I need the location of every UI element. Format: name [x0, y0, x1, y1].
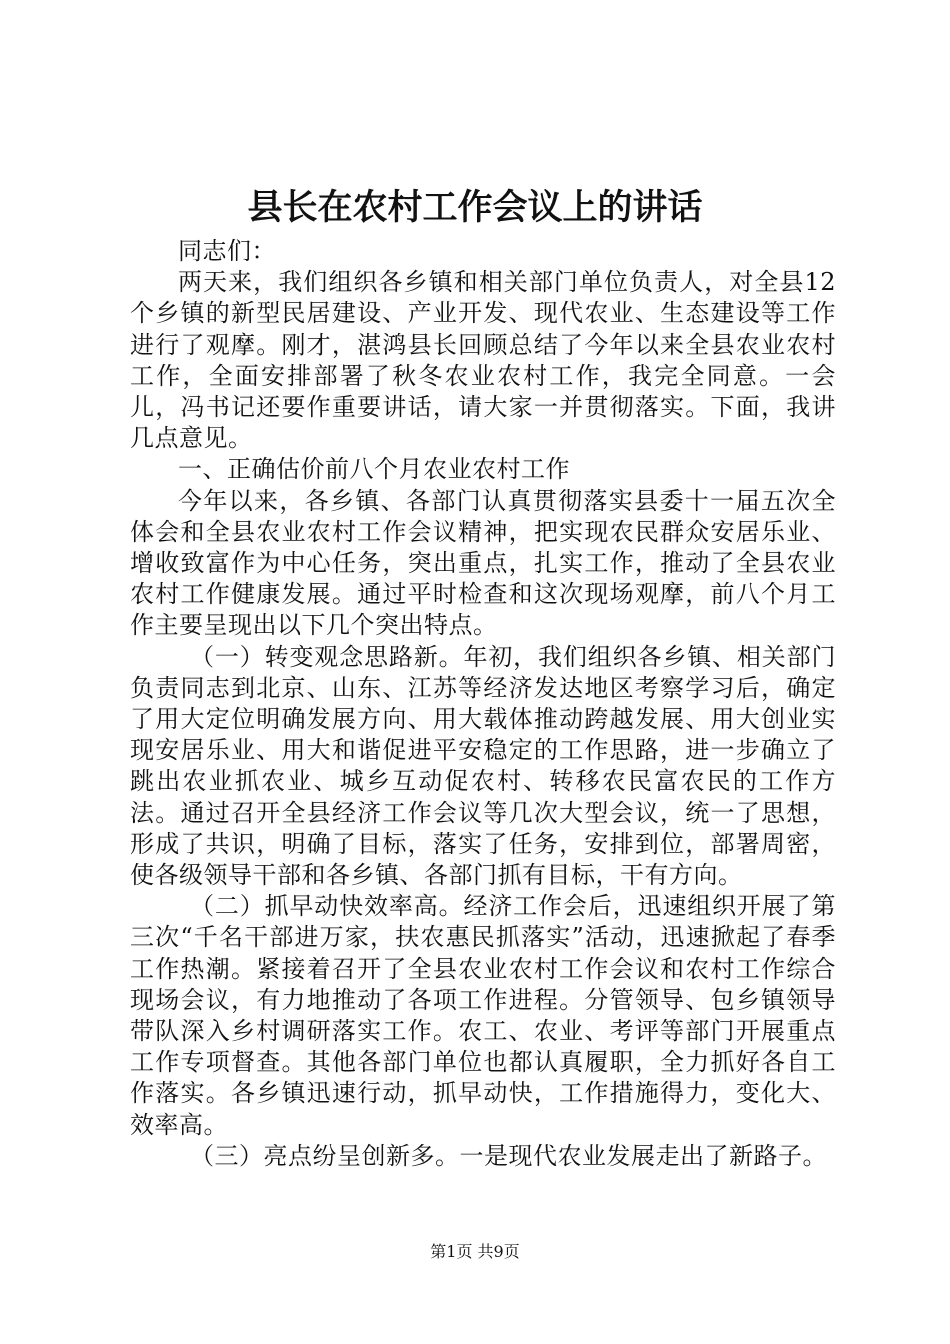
salutation-paragraph: 同志们：	[178, 237, 276, 265]
intro-paragraph: 两天来，我们组织各乡镇和相关部门单位负责人，对全县12个乡镇的新型民居建设、产业开发、现代农业、生态建设等工作进行了观摩。刚才，湛鸿县长回顾总结了今年以来全县农业农村工作，全面安排部署了秋冬农业农村工作，我完全同意。一会儿，冯书记还要作重要讲话，请大家一并贯彻落实。下面，我讲几点意见。	[130, 268, 836, 453]
body-paragraph: （二）抓早动快效率高。经济工作会后，迅速组织开展了第三次“千名干部进万家，扶农惠民抓落实”活动，迅速掀起了春季工作热潮。紧接着召开了全县农业农村工作会议和农村工作综合现场会议，有力地推动了各项工作进程。分管领导、包乡镇领导带队深入乡村调研落实工作。农工、农业、考评等部门开展重点工作专项督查。其他各部门单位也都认真履职，全力抓好各自工作落实。各乡镇迅速行动，抓早动快，工作措施得力，变化大、效率高。	[130, 892, 836, 1139]
document-title: 县长在农村工作会议上的讲话	[247, 187, 703, 228]
document-body	[130, 236, 836, 1172]
section-heading: 一、正确估价前八个月农业农村工作	[178, 455, 570, 484]
body-paragraph: 今年以来，各乡镇、各部门认真贯彻落实县委十一届五次全体会和全县农业农村工作会议精神，把实现农民群众安居乐业、增收致富作为中心任务，突出重点，扎实工作，推动了全县农业农村工作健康发展。通过平时检查和这次现场观摩，前八个月工作主要呈现出以下几个突出特点。	[130, 486, 836, 640]
page-number-footer: 第1页 共9页	[430, 1242, 520, 1261]
body-paragraph: （一）转变观念思路新。年初，我们组织各乡镇、相关部门负责同志到北京、山东、江苏等经济发达地区考察学习后，确定了用大定位明确发展方向、用大载体推动跨越发展、用大创业实现安居乐业、用大和谐促进平安稳定的工作思路，进一步确立了跳出农业抓农业、城乡互动促农村、转移农民富农民的工作方法。通过召开全县经济工作会议等几次大型会议，统一了思想，形成了共识，明确了目标，落实了任务，安排到位，部署周密，使各级领导干部和各乡镇、各部门抓有目标，干有方向。	[130, 642, 836, 890]
body-paragraph: （三）亮点纷呈创新多。一是现代农业发展走出了新路子。	[190, 1141, 827, 1170]
